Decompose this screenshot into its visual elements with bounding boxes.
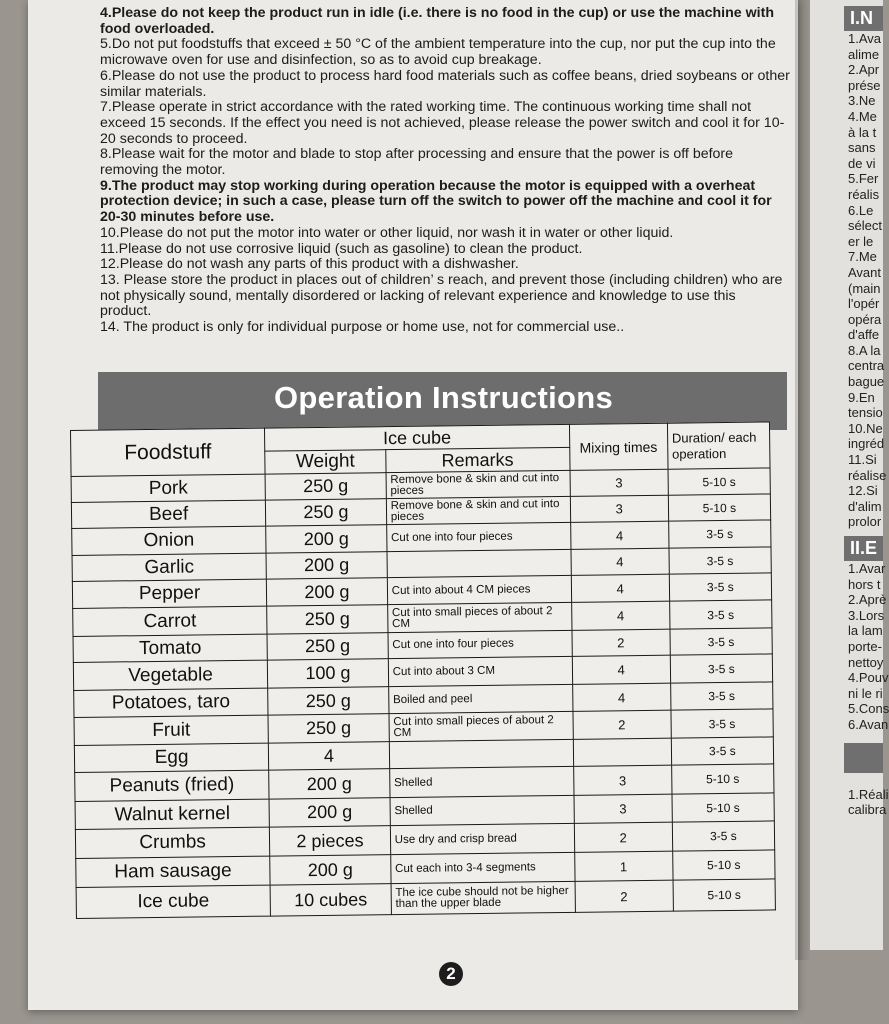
rule-item: 7.Please operate in strict accordance with the rated working time. The continuous working time shall not exceed 15 seconds. If the effect you need is not achieved, please release the power switch and cool it for 10-20 seconds to proceed. — [100, 99, 785, 147]
cell-foodstuff: Pepper — [72, 579, 266, 608]
cell-mixing-times: 4 — [570, 521, 668, 549]
side-line: ingréd — [848, 436, 885, 452]
side-line: de vi — [848, 155, 876, 171]
page-edge-shadow — [795, 0, 811, 960]
side-lines-3 — [810, 786, 889, 818]
cell-mixing-times — [573, 738, 671, 766]
page-number: 2 — [439, 962, 463, 986]
side-line: centra — [848, 358, 885, 374]
cell-mixing-times: 2 — [574, 822, 672, 852]
cell-mixing-times: 2 — [573, 710, 671, 739]
cell-duration: 5-10 s — [668, 494, 771, 521]
cell-duration: 3-5 s — [668, 520, 771, 548]
cell-mixing-times: 1 — [574, 851, 672, 881]
side-line: 2.Aprè — [848, 592, 887, 608]
adjacent-page — [810, 0, 889, 950]
side-line: sans — [848, 140, 876, 156]
cell-duration: 3-5 s — [671, 737, 774, 765]
header-mixing-times: Mixing times — [569, 423, 668, 470]
rule-item: 13. Please store the product in places out of children’ s reach, and prevent those (including children) who are not physically sound, mentally disordered or lacking of relevant experience and knowledge to use this product. — [100, 271, 783, 320]
side-line: er le — [848, 233, 874, 249]
side-line: 1.Ava — [848, 31, 882, 46]
cell-foodstuff: Crumbs — [75, 827, 269, 858]
cell-weight: 100 g — [267, 659, 388, 688]
cell-duration: 3-5 s — [670, 628, 773, 655]
cell-foodstuff: Walnut kernel — [75, 799, 269, 829]
cell-remarks: Cut each into 3-4 segments — [390, 852, 574, 883]
cell-remarks: Shelled — [390, 795, 574, 825]
cell-remarks: The ice cube should not be higher than the upper blade — [391, 881, 575, 914]
side-line: 9.En — [848, 389, 875, 405]
section-title: Operation Instructions — [274, 380, 614, 415]
cell-mixing-times: 3 — [570, 469, 668, 496]
cell-duration: 5-10 s — [672, 793, 775, 822]
side-line: bague — [848, 374, 885, 390]
cell-mixing-times: 3 — [570, 495, 668, 522]
cell-weight: 250 g — [266, 499, 387, 526]
rule-item: 4.Please do not keep the product run in idle (i.e. there is no food in the cup) or use the machine with food overloaded. — [100, 5, 774, 37]
cell-weight: 200 g — [266, 552, 387, 579]
side-lines-2 — [810, 561, 889, 733]
side-line: 8.A la — [848, 342, 881, 358]
side-line: la lam — [848, 623, 883, 639]
side-line: opéra — [848, 311, 882, 327]
cell-weight: 200 g — [269, 798, 390, 827]
cell-duration: 3-5 s — [670, 682, 773, 710]
side-line: prése — [848, 77, 881, 93]
cell-foodstuff: Vegetable — [73, 660, 267, 690]
cell-mixing-times: 4 — [571, 601, 669, 630]
cell-foodstuff: Onion — [72, 526, 266, 555]
cell-foodstuff: Fruit — [74, 715, 268, 745]
cell-remarks: Cut into small pieces of about 2 CM — [389, 711, 573, 741]
header-foodstuff: Foodstuff — [71, 428, 266, 476]
cell-mixing-times: 2 — [575, 880, 673, 912]
side-heading-3-bar — [844, 743, 883, 773]
side-line: 2.Apr — [848, 62, 880, 78]
side-heading-1: I.N — [844, 6, 883, 31]
cell-weight: 250 g — [267, 605, 388, 634]
rule-item: 14. The product is only for individual purpose or home use, not for commercial use.. — [100, 319, 625, 336]
cell-remarks: Cut into about 4 CM pieces — [387, 575, 571, 604]
header-remarks: Remarks — [385, 447, 569, 472]
cell-duration: 3-5 s — [672, 821, 775, 851]
cell-remarks: Boiled and peel — [388, 684, 572, 713]
operation-table — [70, 421, 776, 919]
rule-item: 8.Please wait for the motor and blade to stop after processing and ensure that the power is off before removing the motor. — [100, 146, 734, 179]
cell-foodstuff: Peanuts (fried) — [75, 770, 269, 801]
side-line: nettoy — [848, 654, 884, 670]
cell-foodstuff: Pork — [71, 474, 265, 502]
side-heading-2: II.E — [844, 536, 883, 561]
cell-duration: 5-10 s — [673, 879, 776, 911]
cell-duration: 3-5 s — [671, 709, 774, 738]
side-line: 7.Me — [848, 249, 877, 265]
cell-remarks: Cut one into four pieces — [386, 522, 570, 551]
cell-mixing-times: 4 — [571, 574, 669, 602]
side-line: tensio — [848, 405, 883, 421]
cell-remarks: Cut into small pieces of about 2 CM — [387, 602, 571, 632]
cell-foodstuff: Egg — [74, 743, 268, 772]
cell-duration: 3-5 s — [670, 654, 773, 683]
cell-remarks: Remove bone & skin and cut into pieces — [386, 496, 570, 524]
cell-remarks: Remove bone & skin and cut into pieces — [386, 470, 570, 498]
side-line: ni le ri — [848, 685, 883, 701]
side-line: calibra — [848, 802, 887, 818]
side-line: sélect — [848, 218, 882, 234]
cell-mixing-times: 2 — [572, 629, 670, 656]
side-line: 6.Le — [848, 202, 874, 218]
safety-rules — [100, 6, 790, 336]
cell-remarks: Cut into about 3 CM — [388, 656, 572, 686]
rule-item: 5.Do not put foodstuffs that exceed ± 50 °C of the ambient temperature into the cup, nor put the cup into the microwave oven for use and disinfection, so as to avoid cup breakage. — [100, 36, 776, 69]
side-line: 3.Ne — [848, 93, 876, 109]
cell-duration: 5-10 s — [672, 850, 775, 880]
cell-foodstuff: Ham sausage — [76, 856, 270, 887]
cell-weight: 250 g — [268, 714, 389, 743]
cell-weight: 4 — [268, 742, 389, 770]
cell-mixing-times: 3 — [574, 794, 672, 823]
rule-item: 12.Please do not wash any parts of this product with a dishwasher. — [100, 256, 519, 273]
side-line: (main — [848, 280, 881, 296]
cell-weight: 200 g — [269, 769, 390, 799]
cell-remarks: Shelled — [389, 766, 573, 797]
side-line: porte- — [848, 638, 882, 654]
side-line: 10.Ne — [848, 420, 883, 436]
cell-remarks: Use dry and crisp bread — [390, 823, 574, 854]
side-line: 12.Si — [848, 483, 878, 499]
cell-weight: 250 g — [268, 687, 389, 715]
cell-mixing-times: 4 — [572, 683, 670, 711]
side-line: 1.Réali — [848, 786, 889, 802]
cell-duration: 5-10 s — [671, 764, 774, 794]
cell-weight: 200 g — [266, 525, 387, 553]
rule-item: 9.The product may stop working during operation because the motor is equipped with a overheat protection device; in such a case, please turn off the switch to power off the machine and cool it for 20-30 minutes before use. — [100, 177, 772, 226]
cell-remarks — [389, 739, 573, 768]
cell-duration: 3-5 s — [669, 600, 772, 629]
cell-weight: 200 g — [270, 855, 391, 885]
cell-foodstuff: Garlic — [72, 553, 266, 581]
side-line: 3.Lors — [848, 607, 885, 623]
side-line: alime — [848, 46, 880, 62]
cell-foodstuff: Ice cube — [76, 885, 271, 918]
side-line: l'opér — [848, 296, 880, 312]
rule-item: 11.Please do not use corrosive liquid (such as gasoline) to clean the product. — [100, 240, 583, 257]
cell-foodstuff: Tomato — [73, 634, 267, 662]
header-duration: Duration/ each operation — [667, 422, 770, 469]
side-line: d'affe — [848, 327, 880, 343]
cell-mixing-times: 4 — [571, 548, 669, 575]
cell-weight: 2 pieces — [270, 826, 391, 856]
side-lines-1 — [810, 31, 887, 530]
header-weight: Weight — [265, 450, 386, 474]
side-line: 4.Me — [848, 108, 877, 124]
operation-table-body — [71, 468, 775, 919]
side-line: Avant — [848, 264, 882, 280]
header-ice-cube: Ice cube — [265, 424, 570, 451]
rule-item: 6.Please do not use the product to process hard food materials such as coffee beans, dried soybeans or other similar materials. — [100, 67, 790, 100]
side-line: 4.Pouv — [848, 670, 889, 686]
side-line: 5.Fer — [848, 171, 879, 187]
cell-duration: 5-10 s — [668, 468, 771, 495]
side-line: réalis — [848, 186, 880, 202]
cell-foodstuff: Carrot — [73, 606, 267, 636]
side-line: d'alim — [848, 498, 882, 514]
cell-foodstuff: Potatoes, taro — [74, 688, 268, 717]
rule-item: 10.Please do not put the motor into water or other liquid, nor wash it in water or other liquid. — [100, 224, 674, 241]
side-line: à la t — [848, 124, 877, 140]
section-banner — [98, 372, 787, 430]
cell-weight: 250 g — [265, 473, 386, 500]
cell-remarks: Cut one into four pieces — [388, 630, 572, 658]
cell-weight: 200 g — [266, 578, 387, 606]
side-line: 5.Cons — [848, 701, 889, 717]
cell-foodstuff: Beef — [71, 500, 265, 528]
cell-mixing-times: 3 — [573, 765, 671, 795]
cell-duration: 3-5 s — [669, 547, 772, 574]
cell-weight: 250 g — [267, 633, 388, 660]
side-line: prolor — [848, 514, 882, 530]
cell-remarks — [387, 549, 571, 577]
side-line: hors t — [848, 576, 881, 592]
side-line: 6.Avan — [848, 716, 889, 732]
cell-mixing-times: 4 — [572, 655, 670, 684]
side-line: réalise — [848, 467, 887, 483]
side-line: 11.Si — [848, 452, 877, 468]
side-line: 1.Avar — [848, 561, 886, 576]
cell-duration: 3-5 s — [669, 573, 772, 601]
cell-weight: 10 cubes — [270, 884, 391, 916]
